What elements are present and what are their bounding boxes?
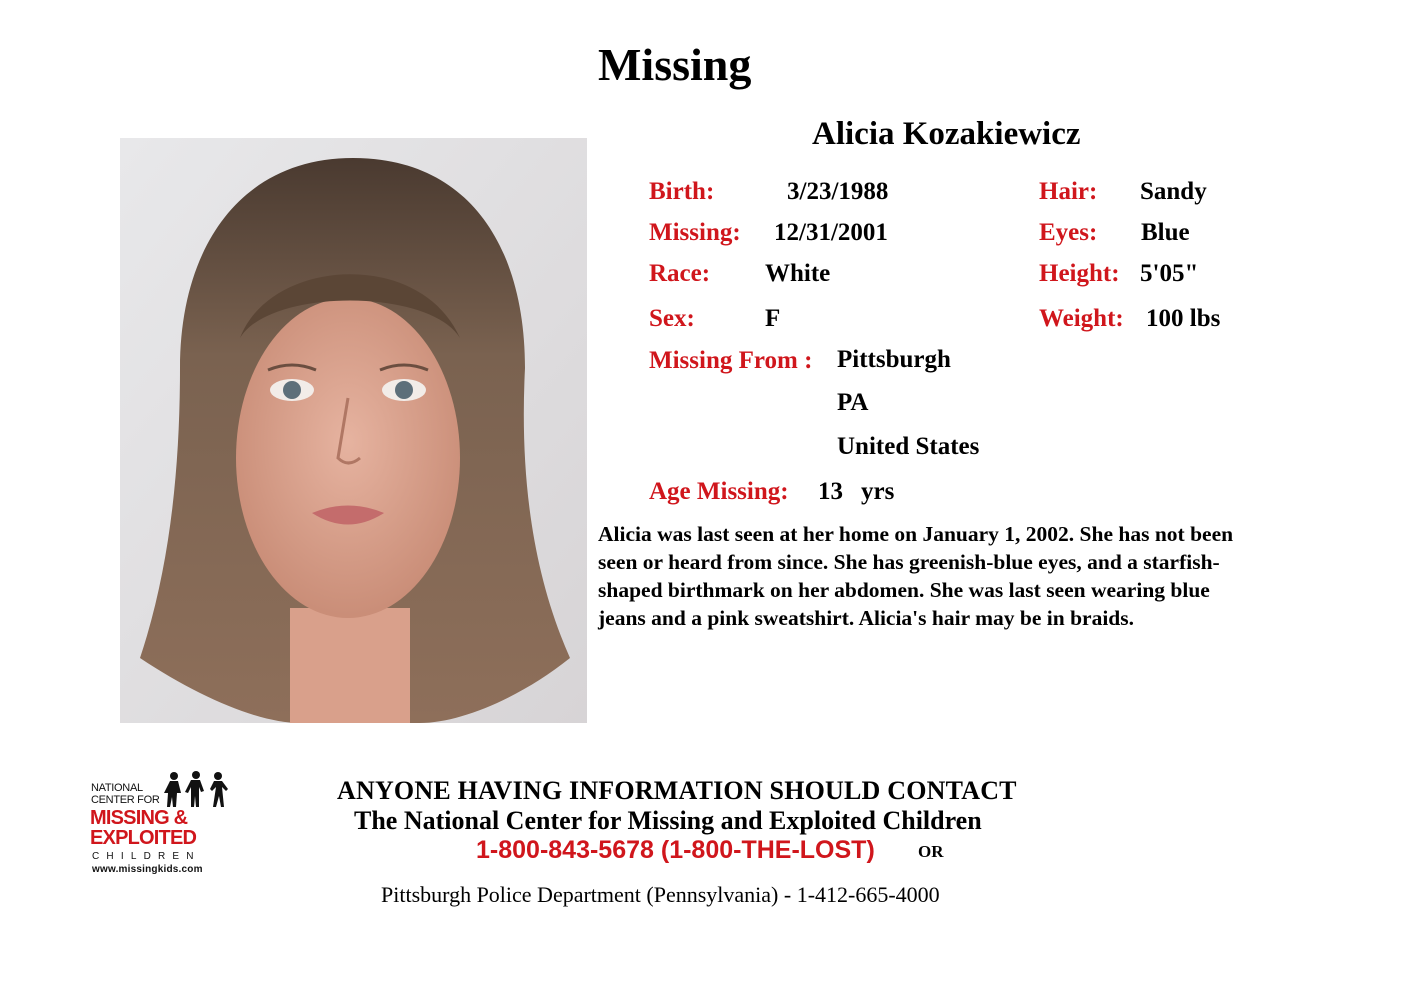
hair-label: Hair: xyxy=(1039,178,1098,205)
logo-text-children: CHILDREN xyxy=(92,851,201,862)
sex-label: Sex: xyxy=(649,305,695,332)
height-label: Height: xyxy=(1039,260,1120,287)
eyes-label: Eyes: xyxy=(1039,219,1098,246)
age-missing-label: Age Missing: xyxy=(649,478,789,505)
logo-text-national: NATIONAL xyxy=(91,782,143,794)
ncmec-logo xyxy=(88,770,238,880)
contact-heading: ANYONE HAVING INFORMATION SHOULD CONTACT xyxy=(337,776,1017,805)
case-description: Alicia was last seen at her home on January 1, 2002. She has not been seen or heard from since. She has greenish-blue eyes, and a starfish-shaped birthmark on her abdomen. She was last seen wearing blue jeans and a pink sweatshirt. Alicia's hair may be in braids. xyxy=(598,522,1234,630)
logo-url: www.missingkids.com xyxy=(92,864,203,875)
person-name: Alicia Kozakiewicz xyxy=(812,116,1081,152)
city-value: Pittsburgh xyxy=(837,346,951,373)
age-unit: yrs xyxy=(861,478,895,505)
country-value: United States xyxy=(837,433,980,460)
missing-label: Missing: xyxy=(649,219,741,246)
poster-title: Missing xyxy=(598,39,752,90)
birth-label: Birth: xyxy=(649,178,715,205)
logo-text-missing: MISSING & xyxy=(90,807,188,829)
birth-value: 3/23/1988 xyxy=(787,178,889,205)
race-label: Race: xyxy=(649,260,711,287)
missing-from-label: Missing From : xyxy=(649,347,813,374)
missing-value: 12/31/2001 xyxy=(774,219,888,246)
height-value: 5'05" xyxy=(1140,260,1199,287)
logo-text-center-for: CENTER FOR xyxy=(91,794,160,806)
police-contact: Pittsburgh Police Department (Pennsylvania) - 1-412-665-4000 xyxy=(381,882,940,907)
hotline-phone: 1-800-843-5678 (1-800-THE-LOST) xyxy=(476,836,875,864)
age-value: 13 xyxy=(818,478,843,505)
sex-value: F xyxy=(765,305,781,332)
eyes-value: Blue xyxy=(1141,219,1190,246)
weight-value: 100 lbs xyxy=(1146,305,1221,332)
state-value: PA xyxy=(837,389,869,416)
logo-text-exploited: EXPLOITED xyxy=(90,827,197,849)
contact-organization: The National Center for Missing and Exploited Children xyxy=(354,806,982,835)
children-silhouette-icon xyxy=(164,770,236,810)
race-value: White xyxy=(765,260,831,287)
hair-value: Sandy xyxy=(1140,178,1207,205)
person-photo xyxy=(120,138,587,723)
weight-label: Weight: xyxy=(1039,305,1124,332)
or-text: OR xyxy=(918,842,944,861)
